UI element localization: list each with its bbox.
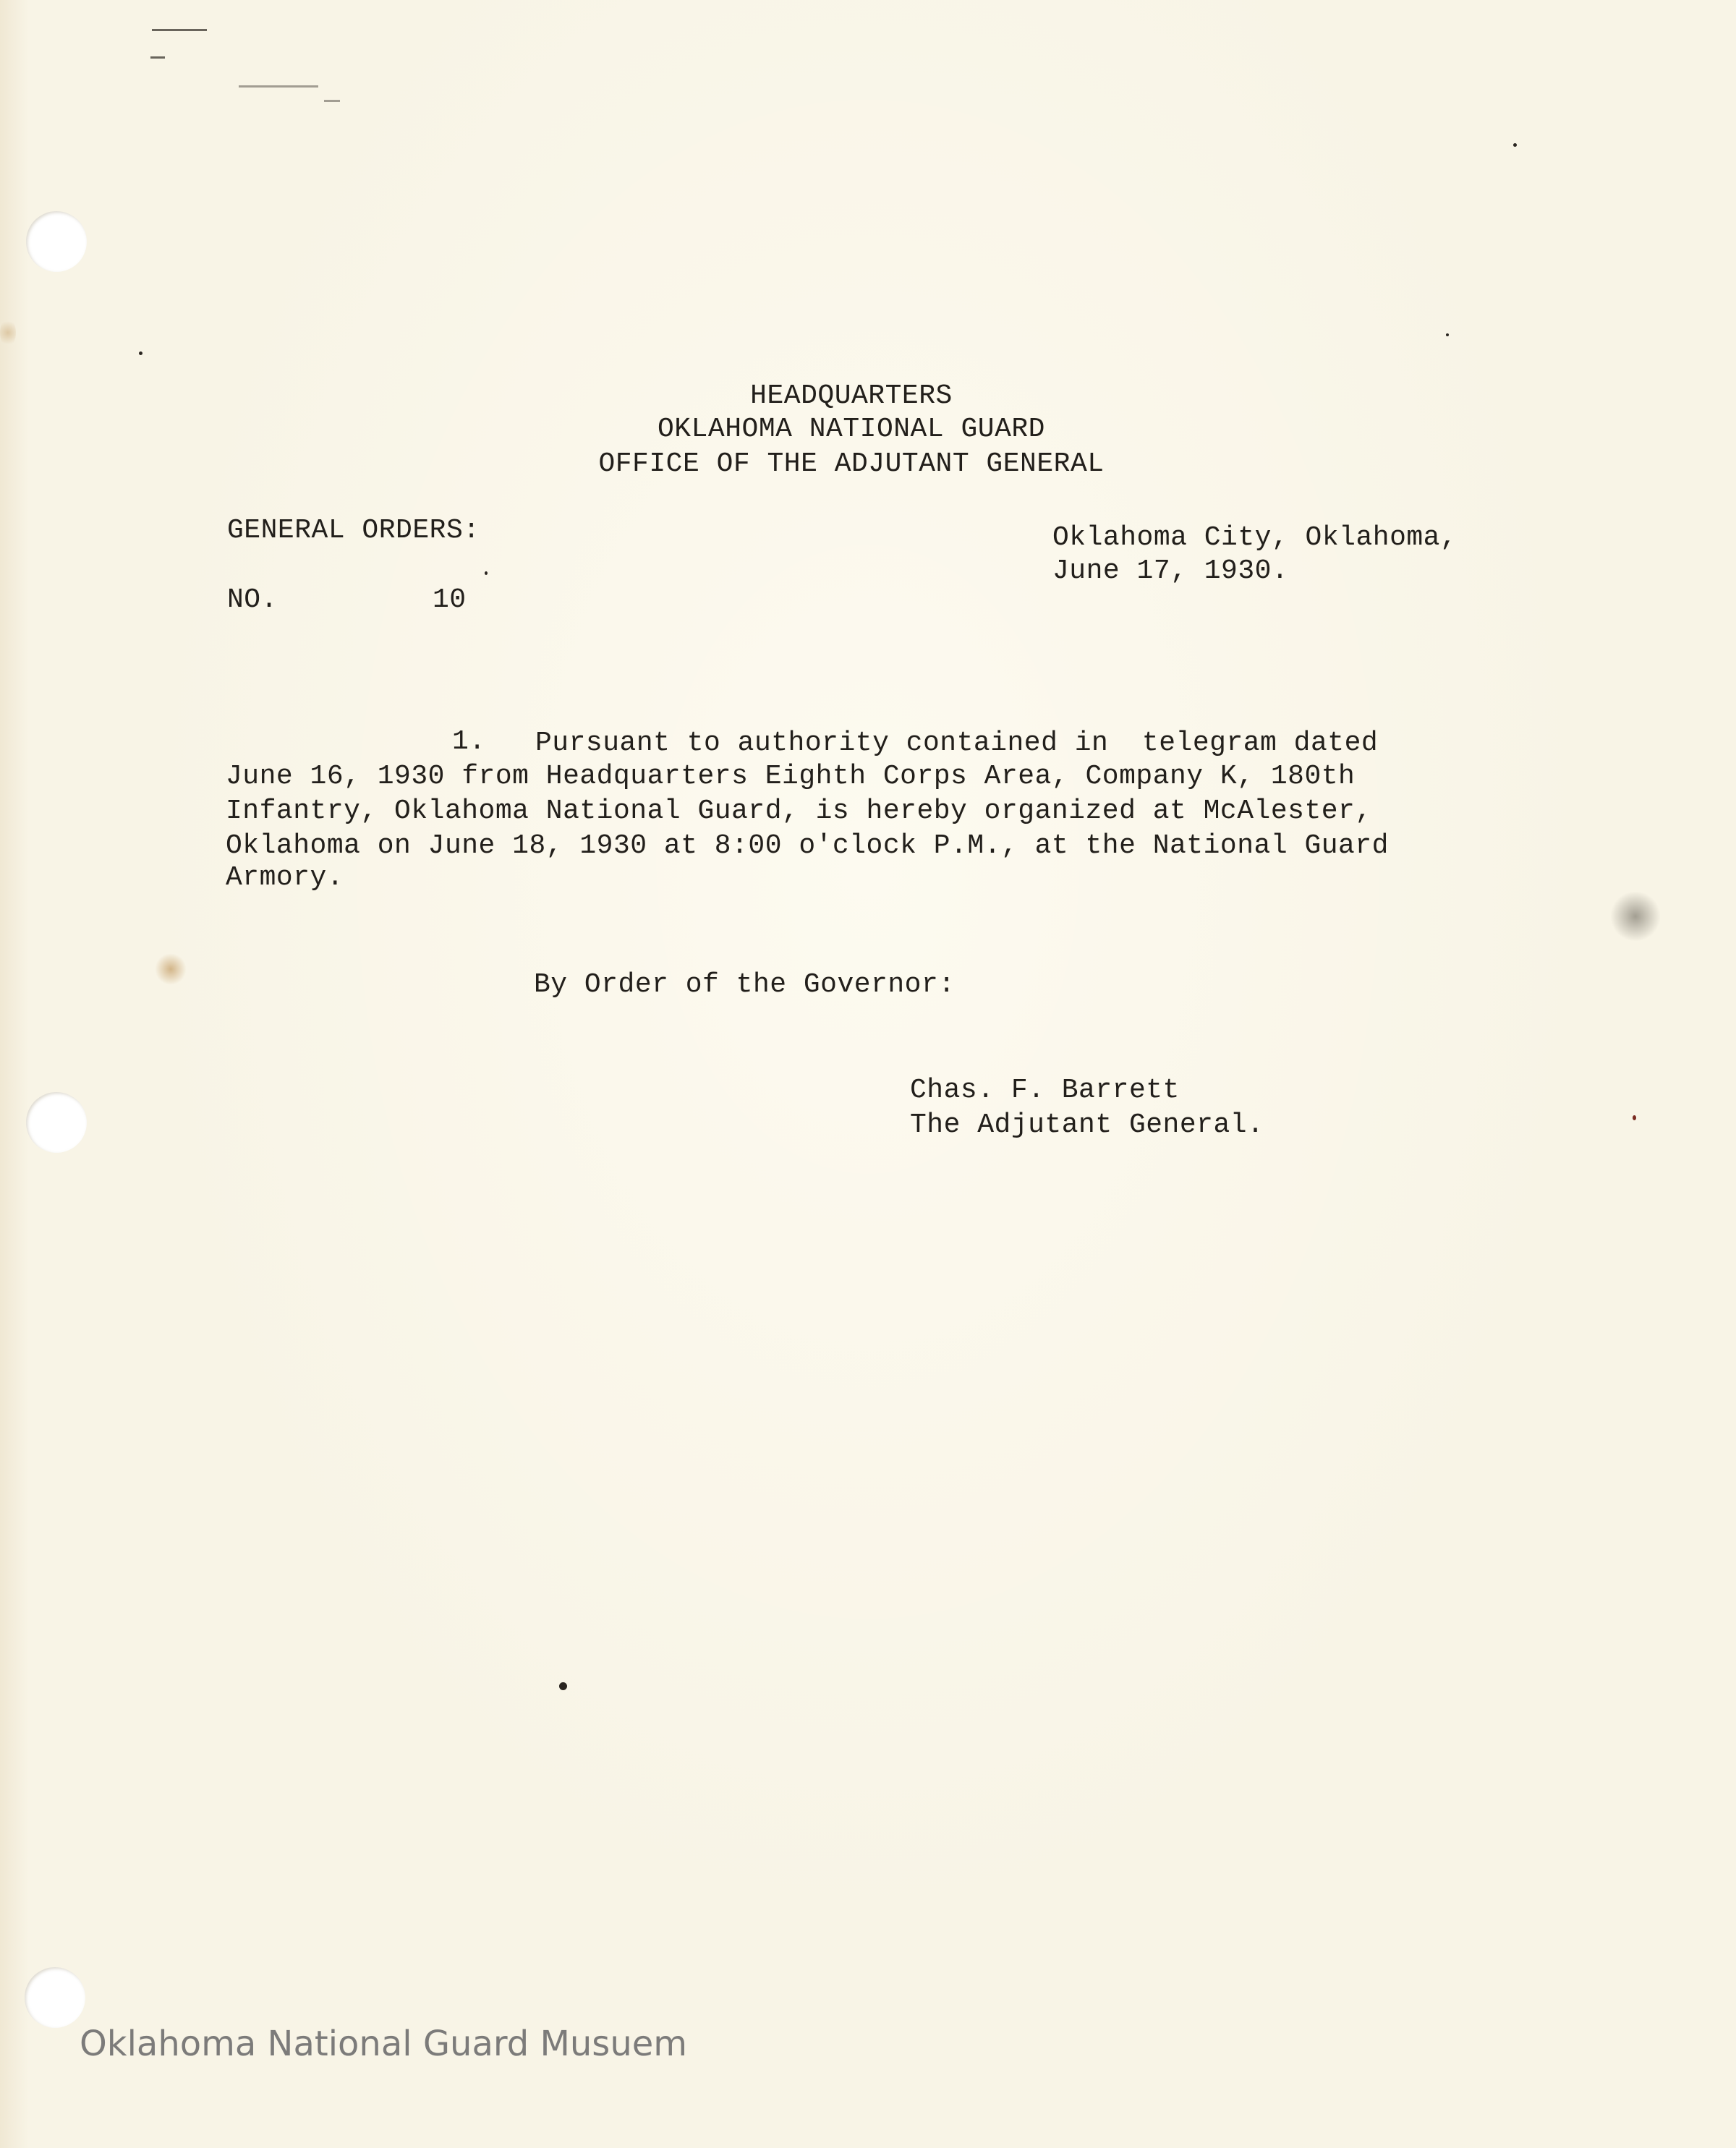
paragraph-line: June 16, 1930 from Headquarters Eighth Corps Area, Company K, 180th bbox=[226, 761, 1356, 792]
header-organization: OKLAHOMA NATIONAL GUARD bbox=[658, 414, 1045, 445]
punch-hole-middle bbox=[26, 1092, 87, 1153]
by-order-line: By Order of the Governor: bbox=[534, 969, 956, 1000]
paragraph-number: 1. bbox=[452, 726, 486, 757]
paper-stain bbox=[0, 318, 16, 347]
paragraph-line: Pursuant to authority contained in telegram dated bbox=[535, 728, 1379, 759]
paragraph-line: Oklahoma on June 18, 1930 at 8:00 o'clock P.M., at the National Guard bbox=[226, 830, 1389, 861]
place-line: Oklahoma City, Oklahoma, bbox=[1052, 522, 1458, 553]
ink-speck bbox=[139, 351, 142, 355]
ink-smudge bbox=[1610, 891, 1661, 942]
ink-speck bbox=[485, 571, 488, 575]
date-line: June 17, 1930. bbox=[1052, 555, 1289, 587]
punch-hole-top bbox=[26, 211, 87, 272]
ink-speck bbox=[1633, 1115, 1636, 1120]
header-headquarters: HEADQUARTERS bbox=[750, 380, 953, 412]
scan-mark bbox=[150, 56, 165, 59]
archive-watermark: Oklahoma National Guard Musuem bbox=[80, 2024, 688, 2064]
header-office: OFFICE OF THE ADJUTANT GENERAL bbox=[598, 448, 1105, 480]
signer-name: Chas. F. Barrett bbox=[910, 1075, 1180, 1106]
order-number-label: NO. bbox=[227, 584, 278, 615]
order-number-value: 10 bbox=[433, 584, 467, 615]
paragraph-line: Infantry, Oklahoma National Guard, is hereby organized at McAlester, bbox=[226, 796, 1372, 827]
ink-speck bbox=[1513, 143, 1517, 147]
scan-mark bbox=[239, 85, 318, 88]
ink-speck bbox=[1446, 333, 1449, 336]
general-orders-label: GENERAL ORDERS: bbox=[227, 515, 480, 546]
paragraph-line: Armory. bbox=[226, 862, 344, 893]
paper-stain bbox=[155, 953, 187, 985]
ink-speck bbox=[559, 1682, 567, 1690]
signer-title: The Adjutant General. bbox=[910, 1109, 1264, 1141]
scan-mark bbox=[324, 100, 340, 102]
punch-hole-bottom bbox=[25, 1967, 85, 2028]
scan-mark bbox=[152, 29, 207, 31]
